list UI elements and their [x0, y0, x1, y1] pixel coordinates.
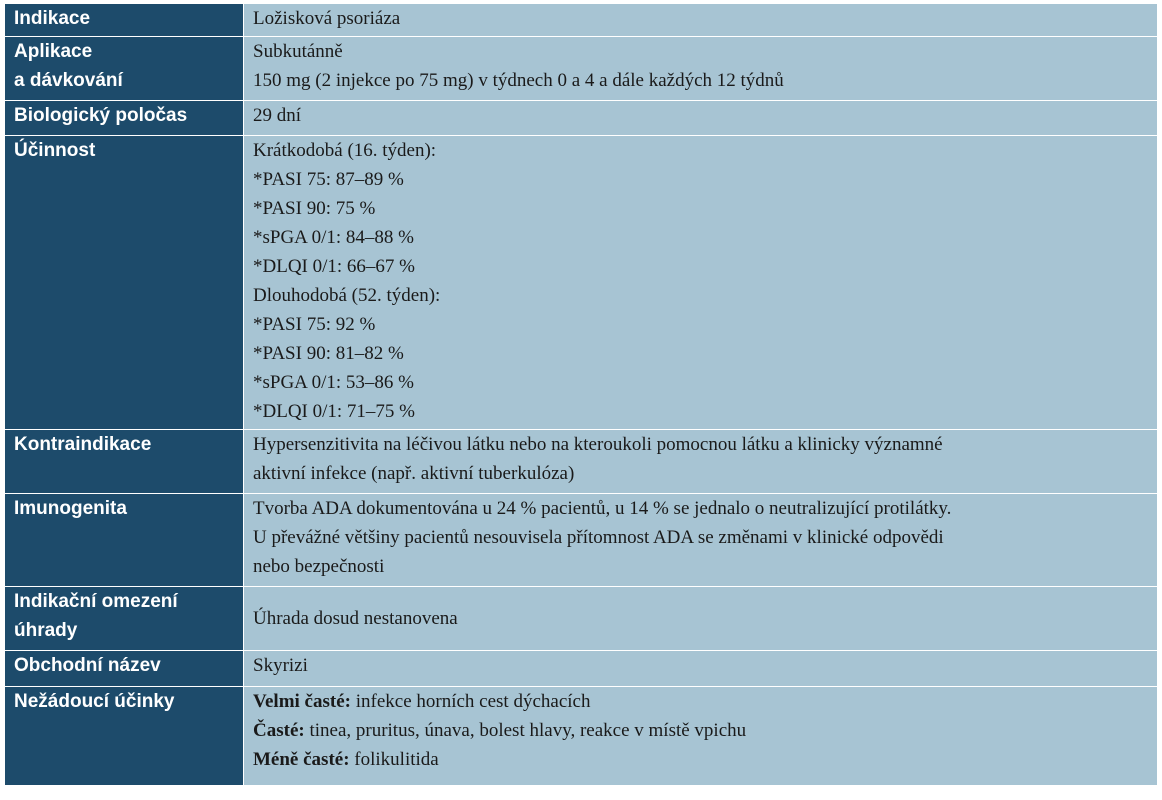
row-aplikace [5, 37, 1158, 101]
nezadouci-item [253, 745, 1149, 774]
ucinnost-line: Krátkodobá (16. týden): [253, 140, 437, 161]
label-polocas: Biologický poločas [5, 101, 244, 136]
row-indikace [5, 4, 1158, 37]
nezadouci-text: tinea, pruritus, únava, bolest hlavy, reakce v místě vpichu [304, 720, 747, 741]
nezadouci-text: folikulitida [349, 749, 439, 770]
drug-info-table [4, 3, 1158, 786]
row-imunogenita [5, 494, 1158, 587]
nezadouci-item [253, 687, 1149, 716]
nezadouci-term: Velmi časté: [253, 691, 351, 712]
ucinnost-line: Dlouhodobá (52. týden): [253, 285, 441, 306]
ucinnost-line: *PASI 75: 87–89 % [253, 169, 404, 190]
imunogenita-line-3: nebo bezpečnosti [253, 556, 385, 577]
nezadouci-term: Méně časté: [253, 749, 350, 770]
value-ucinnost [244, 136, 1158, 430]
value-polocas: 29 dní [244, 101, 1158, 136]
ucinnost-line: *PASI 90: 81–82 % [253, 343, 404, 364]
ucinnost-line: *sPGA 0/1: 53–86 % [253, 372, 414, 393]
ucinnost-line: *sPGA 0/1: 84–88 % [253, 227, 414, 248]
ucinnost-line: *DLQI 0/1: 66–67 % [253, 256, 416, 277]
aplikace-line-2: 150 mg (2 injekce po 75 mg) v týdnech 0 a 4 a dále každých 12 týdnů [253, 70, 784, 91]
label-aplikace-line-1: Aplikace [14, 41, 93, 62]
imunogenita-line-1: Tvorba ADA dokumentována u 24 % pacientů, u 14 % se jednalo o neutralizující protilátky. [253, 498, 952, 519]
label-imunogenita: Imunogenita [5, 494, 244, 587]
value-aplikace [244, 37, 1158, 101]
value-indikace: Ložisková psoriáza [244, 4, 1158, 37]
label-kontraindikace: Kontraindikace [5, 430, 244, 494]
kontraindikace-line-1: Hypersenzitivita na léčivou látku nebo na kteroukoli pomocnou látku a klinicky významné [253, 434, 943, 455]
row-uhrada [5, 587, 1158, 651]
nezadouci-item [253, 716, 1149, 745]
row-polocas [5, 101, 1158, 136]
label-obchodni-nazev: Obchodní název [5, 651, 244, 687]
ucinnost-line: *PASI 90: 75 % [253, 198, 376, 219]
value-kontraindikace [244, 430, 1158, 494]
label-uhrada-line-2: úhrady [14, 620, 78, 641]
kontraindikace-line-2: aktivní infekce (např. aktivní tuberkulóza) [253, 463, 575, 484]
row-kontraindikace [5, 430, 1158, 494]
label-uhrada-line-1: Indikační omezení [14, 591, 178, 612]
label-uhrada [5, 587, 244, 651]
nezadouci-term: Časté: [253, 720, 305, 741]
row-ucinnost [5, 136, 1158, 430]
value-imunogenita [244, 494, 1158, 587]
row-obchodni-nazev [5, 651, 1158, 687]
label-nezadouci: Nežádoucí účinky [5, 687, 244, 786]
value-uhrada: Úhrada dosud nestanovena [244, 587, 1158, 651]
aplikace-line-1: Subkutánně [253, 41, 343, 62]
label-aplikace [5, 37, 244, 101]
ucinnost-line: *PASI 75: 92 % [253, 314, 376, 335]
label-ucinnost: Účinnost [5, 136, 244, 430]
row-nezadouci [5, 687, 1158, 786]
value-obchodni-nazev: Skyrizi [244, 651, 1158, 687]
nezadouci-text: infekce horních cest dýchacích [350, 691, 591, 712]
value-nezadouci [244, 687, 1158, 786]
ucinnost-line: *DLQI 0/1: 71–75 % [253, 401, 416, 422]
label-indikace: Indikace [5, 4, 244, 37]
imunogenita-line-2: U převážné většiny pacientů nesouvisela přítomnost ADA se změnami v klinické odpovědi [253, 527, 944, 548]
label-aplikace-line-2: a dávkování [14, 70, 123, 91]
